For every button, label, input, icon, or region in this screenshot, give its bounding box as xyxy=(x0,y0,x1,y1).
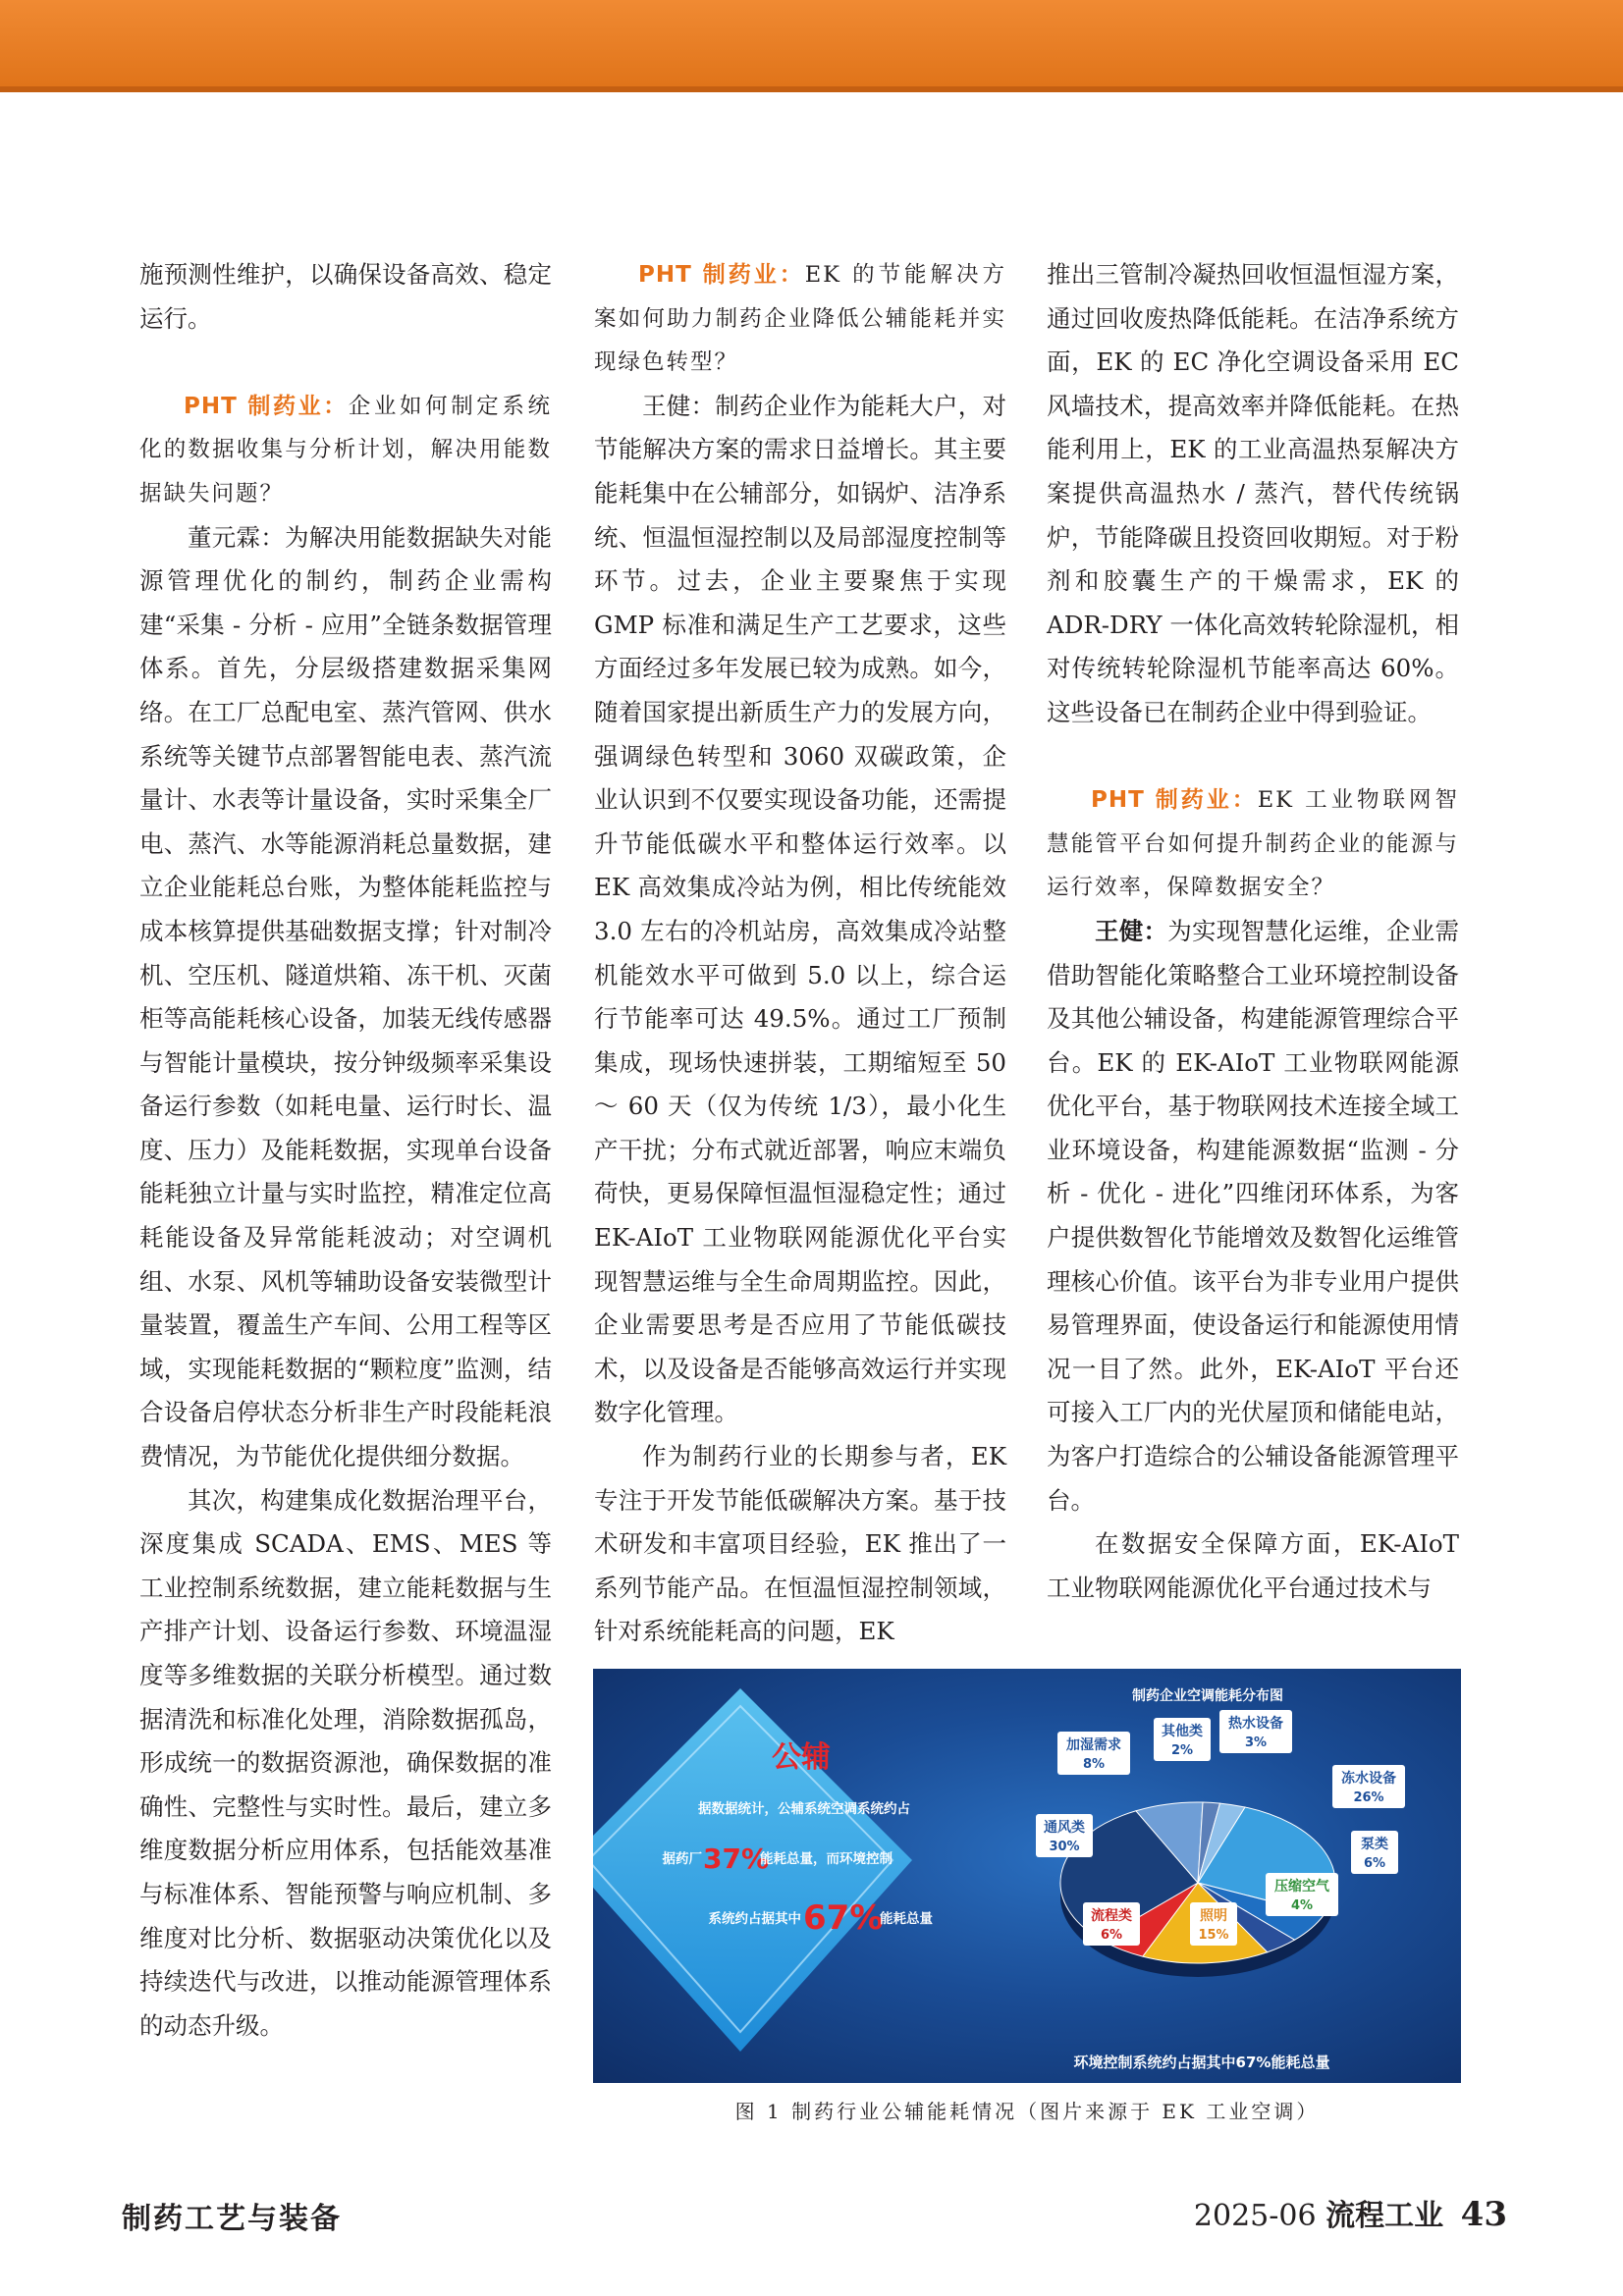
page-number: 43 xyxy=(1460,2195,1507,2234)
pie-label xyxy=(1332,1765,1405,1808)
pie-label-value: 3% xyxy=(1244,1735,1268,1750)
pie-label xyxy=(1266,1873,1338,1916)
footer-magazine: 流程工业 xyxy=(1325,2199,1444,2233)
answer-2 xyxy=(594,385,1006,1435)
pie-label-category: 热水设备 xyxy=(1228,1716,1283,1732)
pie-label-value: 15% xyxy=(1198,1928,1229,1943)
diamond-line3a: 系统约占据其中 xyxy=(708,1911,801,1927)
pie-label xyxy=(1154,1718,1211,1761)
chart-title: 制药企业空调能耗分布图 xyxy=(1132,1688,1283,1704)
question-text: 企业如何制定系统化的数据收集与分析计划，解决用能数据缺失问题？ xyxy=(139,393,552,507)
pie-label xyxy=(1219,1710,1292,1753)
diamond-line2a: 据药厂 xyxy=(662,1851,702,1867)
diamond-title: 公辅 xyxy=(772,1740,831,1775)
diamond-big1: 37% xyxy=(703,1842,770,1875)
column-1 xyxy=(139,253,552,2048)
answer-text: 制药企业作为能耗大户，对节能解决方案的需求日益增长。其主要能耗集中在公辅部分，如锅炉、洁净系统、恒温恒湿控制以及局部湿度控制等环节。过去，企业主要聚焦于实现 GMP 标准和满足生产工艺要求，这些方面经过多年发展已较为成熟。如今，随着国家提出新质生产力的发展方向，强调绿色转型和 3060 双碳政策，企业认识到不仅要实现设备功能，还需提升节能低碳水平和整体运行效率。以 EK 高效集成冷站为例，相比传统能效 3.0 左右的冷机站房，高效集成冷站整机能效水平可做到 5.0 以上，综合运行节能率可达 49.5%。通过工厂预制集成，现场快速拼装，工期缩短至 50 ～ 60 天（仅为传统 1/3），最小化生产干扰；分布式就近部署，响应末端负荷快，更易保障恒温恒湿稳定性；通过 EK-AIoT 工业物联网能源优化平台实现智慧运维与全生命周期监控。因此，企业需要思考是否应用了节能低碳技术，以及设备是否能够高效运行并实现数字化管理。 xyxy=(594,391,1006,1427)
footer-issue xyxy=(1194,2191,1507,2234)
pie-label xyxy=(1036,1814,1093,1857)
paragraph: 施预测性维护，以确保设备高效、稳定运行。 xyxy=(139,260,552,333)
question-2 xyxy=(594,253,1006,385)
pie-label xyxy=(1190,1902,1237,1946)
pie-label-value: 8% xyxy=(1082,1757,1106,1772)
diamond-line3b: 能耗总量 xyxy=(880,1911,933,1927)
pie-label-value: 2% xyxy=(1170,1743,1194,1758)
pie-label-category: 流程类 xyxy=(1091,1908,1132,1924)
question-3 xyxy=(1047,778,1459,910)
column-3 xyxy=(1047,253,1459,1610)
diamond-big2: 67% xyxy=(803,1898,884,1938)
question-1 xyxy=(139,385,552,516)
top-color-bar xyxy=(0,0,1623,92)
pie-label-category: 照明 xyxy=(1200,1908,1227,1924)
pie-label-category: 通风类 xyxy=(1044,1820,1085,1836)
pie-label-value: 6% xyxy=(1363,1856,1386,1871)
figure-caption: 图 1 制药行业公辅能耗情况（图片来源于 EK 工业空调） xyxy=(734,2100,1320,2123)
column-2 xyxy=(594,253,1006,1654)
diamond-line2b: 能耗总量，而环境控制 xyxy=(760,1851,893,1867)
pie-label-category: 泵类 xyxy=(1361,1837,1388,1852)
question-text: EK 工业物联网智慧能管平台如何提升制药企业的能源与运行效率，保障数据安全？ xyxy=(1047,787,1459,901)
pie-label-category: 其他类 xyxy=(1162,1724,1203,1739)
pie-label xyxy=(1057,1732,1130,1775)
pie-label-category: 冻水设备 xyxy=(1341,1771,1396,1787)
footer-journal-section: 制药工艺与装备 xyxy=(122,2202,342,2236)
paragraph: 推出三管制冷凝热回收恒温恒湿方案，通过回收废热降低能耗。在洁净系统方面，EK 的 EC 净化空调设备采用 EC 风墙技术，提高效率并降低能耗。在热能利用上，EK 的工业高温热泵解决方案提供高温热水 / 蒸汽，替代传统锅炉，节能降碳且投资回收期短。对于粉剂和胶囊生产的干燥需求，EK 的 ADR-DRY 一体化高效转轮除湿机，相对传统转轮除湿机节能率高达 60%。这些设备已在制药企业中得到验证。 xyxy=(1047,260,1459,726)
footer-issue-date: 2025-06 xyxy=(1193,2199,1317,2233)
pie-label-value: 30% xyxy=(1049,1840,1080,1854)
chart-footnote: 环境控制系统约占据其中67%能耗总量 xyxy=(1073,2054,1330,2071)
speaker: 董元霖： xyxy=(188,522,285,552)
speaker: 王健： xyxy=(1095,916,1168,945)
pie-label-value: 6% xyxy=(1100,1928,1123,1943)
question-prefix: PHT 制药业： xyxy=(184,393,349,419)
pie-label-category: 加湿需求 xyxy=(1066,1737,1121,1753)
pie-label xyxy=(1351,1831,1398,1874)
pie-label-value: 26% xyxy=(1353,1790,1384,1805)
answer-1 xyxy=(139,516,552,1479)
pie-label-category: 压缩空气 xyxy=(1274,1879,1329,1895)
answer-3 xyxy=(1047,910,1459,1522)
pie-label xyxy=(1083,1902,1140,1946)
paragraph: 作为制药行业的长期参与者，EK 专注于开发节能低碳解决方案。基于技术研发和丰富项目经验，EK 推出了一系列节能产品。在恒温恒湿控制领域，针对系统能耗高的问题，EK xyxy=(594,1442,1006,1646)
question-text: EK 的节能解决方案如何助力制药企业降低公辅能耗并实现绿色转型？ xyxy=(594,262,1006,376)
question-prefix: PHT 制药业： xyxy=(1091,787,1258,814)
answer-text: 为实现智慧化运维，企业需借助智能化策略整合工业环境控制设备及其他公辅设备，构建能源管理综合平台。EK 的 EK-AIoT 工业物联网能源优化平台，基于物联网技术连接全域工业环境设备，构建能源数据“监测 - 分析 - 优化 - 进化”四维闭环体系，为客户提供数智化节能增效及数智化运维管理核心价值。该平台为非专业用户提供易管理界面，使设备运行和能源使用情况一目了然。此外，EK-AIoT 平台还可接入工厂内的光伏屋顶和储能电站，为客户打造综合的公辅设备能源管理平台。 xyxy=(1047,916,1459,1515)
paragraph: 在数据安全保障方面，EK-AIoT 工业物联网能源优化平台通过技术与 xyxy=(1047,1529,1459,1602)
diamond-line1: 据数据统计，公辅系统空调系统约占 xyxy=(698,1801,910,1817)
pie-label-value: 4% xyxy=(1290,1898,1314,1913)
paragraph: 其次，构建集成化数据治理平台，深度集成 SCADA、EMS、MES 等工业控制系统数据，建立能耗数据与生产排产计划、设备运行参数、环境温湿度等多维数据的关联分析模型。通过数据清洗和标准化处理，消除数据孤岛，形成统一的数据资源池，确保数据的准确性、完整性与实时性。最后，建立多维度数据分析应用体系，包括能效基准与标准体系、智能预警与响应机制、多维度对比分析、数据驱动决策优化以及持续迭代与改进，以推动能源管理体系的动态升级。 xyxy=(139,1485,552,2040)
question-prefix: PHT 制药业： xyxy=(638,262,805,288)
speaker: 王健： xyxy=(642,391,716,420)
answer-text: 为解决用能数据缺失对能源管理优化的制约，制药企业需构建“采集 - 分析 - 应用”全链条数据管理体系。首先，分层级搭建数据采集网络。在工厂总配电室、蒸汽管网、供水系统等关键节点部署智能电表、蒸汽流量计、水表等计量设备，实时采集全厂电、蒸汽、水等能源消耗总量数据，建立企业能耗总台账，为整体能耗监控与成本核算提供基础数据支撑；针对制冷机、空压机、隧道烘箱、冻干机、灭菌柜等高能耗核心设备，加装无线传感器与智能计量模块，按分钟级频率采集设备运行参数（如耗电量、运行时长、温度、压力）及能耗数据，实现单台设备能耗独立计量与实时监控，精准定位高耗能设备及异常能耗波动；对空调机组、水泵、风机等辅助设备安装微型计量装置，覆盖生产车间、公用工程等区域，实现能耗数据的“颗粒度”监测，结合设备启停状态分析非生产时段能耗浪费情况，为节能优化提供细分数据。 xyxy=(139,522,552,1471)
figure-svg xyxy=(593,1669,1461,2083)
figure-energy-chart xyxy=(593,1669,1461,2083)
